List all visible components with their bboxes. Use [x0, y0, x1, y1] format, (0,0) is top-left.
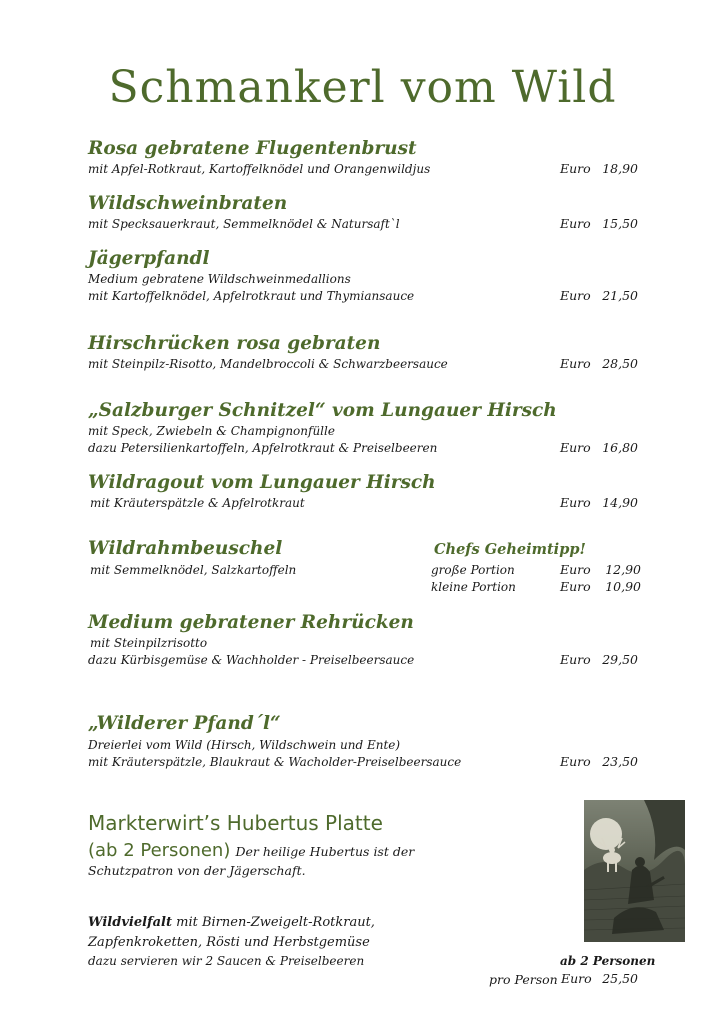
price: 10,90: [605, 579, 641, 594]
hubertus-note: Der heilige Hubertus ist der: [235, 844, 415, 859]
hubertus-engraving-image: [584, 800, 685, 942]
dish-description: mit Specksauerkraut, Semmelknödel & Natursaft`l: [88, 217, 400, 231]
portion-label: kleine Portion: [431, 580, 516, 594]
price: 21,50: [602, 288, 638, 303]
price: 25,50: [602, 971, 638, 986]
price: 29,50: [602, 652, 638, 667]
hubertus-title: Markterwirt’s Hubertus Platte: [88, 811, 383, 835]
dish-description: mit Kräuterspätzle, Blaukraut & Wacholder-Preiselbeersauce: [88, 755, 462, 769]
hubertus-subtitle-line: [88, 840, 414, 861]
portion-label: große Portion: [431, 563, 515, 577]
currency-label: Euro: [560, 288, 591, 303]
dish-name: Wildragout vom Lungauer Hirsch: [88, 472, 436, 493]
hubertus-note: Schutzpatron von der Jägerschaft.: [88, 863, 306, 878]
currency-label: Euro: [560, 652, 591, 667]
dish-description: mit Steinpilz-Risotto, Mandelbroccoli & Schwarzbeersauce: [88, 357, 448, 371]
hubertus-description-line: [88, 914, 375, 931]
dish-name: Wildschweinbraten: [88, 193, 288, 214]
hubertus-lead: Wildvielfalt: [88, 915, 172, 930]
price: 16,80: [602, 440, 638, 455]
dish-description: mit Speck, Zwiebeln & Champignonfülle: [88, 424, 335, 438]
dish-name: „Salzburger Schnitzel“ vom Lungauer Hirsch: [88, 400, 557, 421]
price: 15,50: [602, 216, 638, 231]
currency-label: Euro: [560, 356, 591, 371]
dish-name: „Wilderer Pfand´l“: [88, 713, 281, 734]
price: 28,50: [602, 356, 638, 371]
dish-name: Hirschrücken rosa gebraten: [88, 333, 381, 354]
hubertus-subtitle: (ab 2 Personen): [88, 840, 231, 861]
currency-label: Euro: [560, 579, 591, 594]
page-title: Schmankerl vom Wild: [108, 62, 617, 113]
dish-description: mit Apfel-Rotkraut, Kartoffelknödel und Orangenwildjus: [88, 162, 431, 176]
dish-description: mit Kartoffelknödel, Apfelrotkraut und Thymiansauce: [88, 289, 415, 303]
currency-label: Euro: [560, 161, 591, 176]
dish-description: Dreierlei vom Wild (Hirsch, Wildschwein und Ente): [88, 738, 401, 752]
dish-description: mit Semmelknödel, Salzkartoffeln: [90, 563, 297, 577]
min-persons-label: ab 2 Personen: [560, 954, 656, 968]
dish-name: Rosa gebratene Flugentenbrust: [88, 138, 417, 159]
hubertus-description: mit Birnen-Zweigelt-Rotkraut,: [172, 915, 375, 930]
price: 14,90: [602, 495, 638, 510]
price: 23,50: [602, 754, 638, 769]
dish-description: mit Steinpilzrisotto: [90, 636, 208, 650]
dish-name: Medium gebratener Rehrücken: [88, 612, 414, 633]
dish-description: dazu Petersilienkartoffeln, Apfelrotkraut & Preiselbeeren: [88, 441, 438, 455]
price: 12,90: [605, 562, 641, 577]
currency-label: Euro: [560, 495, 591, 510]
hubertus-description: Zapfenkroketten, Rösti und Herbstgemüse: [88, 935, 370, 950]
dish-description: dazu Kürbisgemüse & Wachholder - Preiselbeersauce: [88, 653, 415, 667]
dish-description: Medium gebratene Wildschweinmedallions: [88, 272, 351, 286]
currency-label: Euro: [560, 562, 591, 577]
per-person-label: pro Person: [489, 972, 558, 987]
dish-name: Wildrahmbeuschel: [88, 538, 283, 559]
hubertus-description: dazu servieren wir 2 Saucen & Preiselbeeren: [88, 954, 365, 968]
currency-label: Euro: [560, 440, 591, 455]
currency-label: Euro: [561, 971, 592, 986]
dish-name: Jägerpfandl: [88, 248, 210, 269]
chef-tip-label: Chefs Geheimtipp!: [434, 541, 586, 558]
currency-label: Euro: [560, 754, 591, 769]
currency-label: Euro: [560, 216, 591, 231]
dish-description: mit Kräuterspätzle & Apfelrotkraut: [90, 496, 305, 510]
price: 18,90: [602, 161, 638, 176]
